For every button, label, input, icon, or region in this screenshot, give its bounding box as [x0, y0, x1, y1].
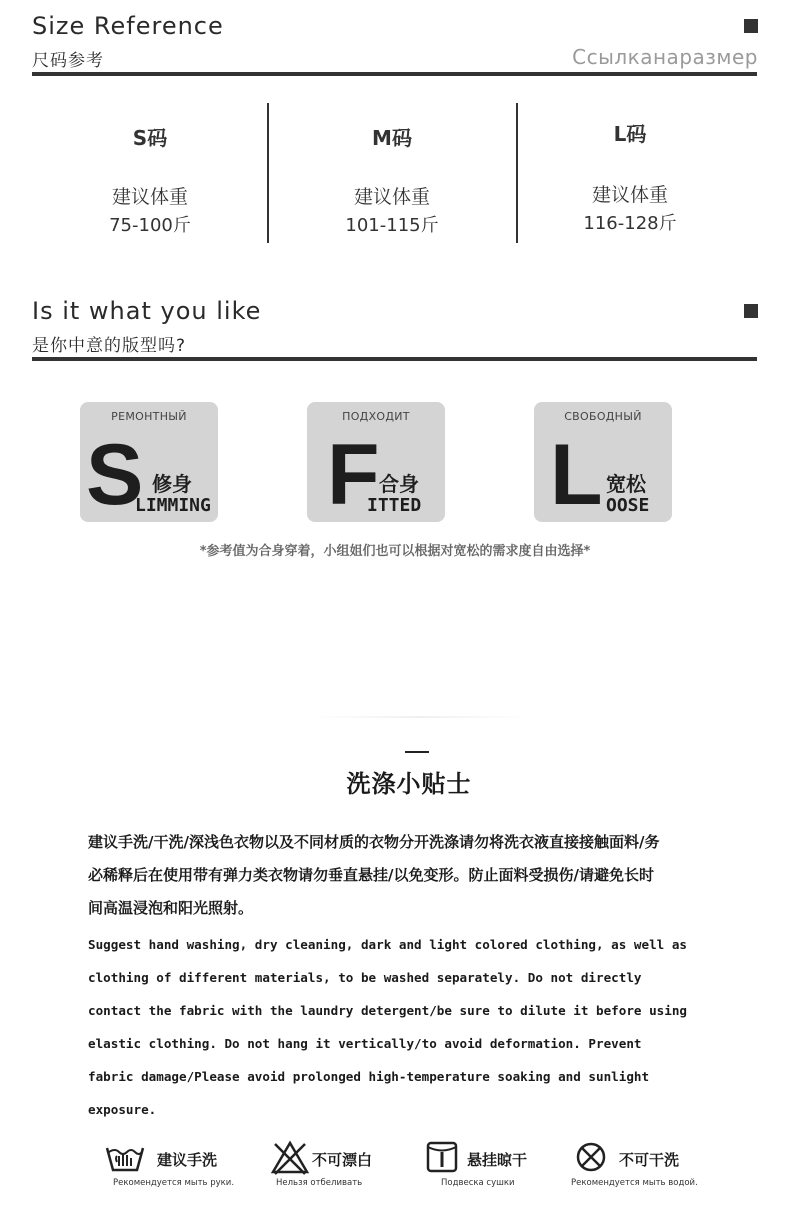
fit-card-ru-label: СВОБОДНЫЙ	[564, 410, 642, 423]
size-weight-range: 101-115斤	[345, 215, 439, 236]
care-item-no-wash	[571, 1140, 731, 1190]
fit-card-en-label: LIMMING	[135, 495, 211, 516]
care-item-label: 建议手洗	[157, 1151, 218, 1169]
size-column-m	[272, 100, 512, 245]
fit-section-title: Is it what you like	[32, 297, 262, 325]
care-text-en-line: exposure.	[88, 1102, 157, 1117]
fit-card-letter: L	[550, 427, 603, 523]
fit-note: *参考值为合身穿着，小组姐们也可以根据对宽松的需求度自由选择*	[199, 544, 591, 559]
fit-card-en-label: ITTED	[367, 495, 422, 516]
care-item-ru-label: Подвеска сушки	[441, 1178, 515, 1188]
fit-card-slimming	[80, 402, 218, 522]
size-label: S码	[132, 126, 168, 150]
care-item-label: 不可漂白	[312, 1151, 373, 1169]
section-divider	[32, 357, 757, 361]
care-text-cn	[88, 826, 708, 925]
care-item-ru-label: Рекомендуется мыть водой.	[571, 1178, 698, 1188]
size-weight-label: 建议体重	[591, 184, 668, 206]
fit-card-cn-label: 合身	[379, 472, 419, 496]
care-text-en-line: contact the fabric with the laundry detergent/be sure to dilute it before using	[88, 1003, 687, 1018]
care-tips-title: 洗涤小贴士	[346, 770, 472, 798]
size-reference-title: Size Reference	[32, 12, 224, 40]
no-bleach-icon	[270, 1140, 310, 1176]
care-text-cn-line: 间高温浸泡和阳光照射。	[88, 899, 254, 917]
size-reference-subtitle-ru: Ссылканаразмер	[572, 45, 758, 69]
fit-card-fitted	[307, 402, 445, 522]
fit-section-subtitle-cn: 是你中意的版型吗?	[32, 336, 187, 356]
size-weight-range: 116-128斤	[583, 213, 677, 234]
title-dash	[405, 751, 429, 753]
section-divider	[32, 72, 757, 76]
fit-card-en-label: OOSE	[606, 495, 650, 516]
fit-card-letter: F	[327, 427, 380, 523]
care-item-label: 悬挂晾干	[467, 1151, 528, 1169]
size-label: M码	[372, 126, 412, 150]
care-item-ru-label: Нельзя отбеливать	[276, 1178, 363, 1188]
care-text-en-line: clothing of different materials, to be washed separately. Do not directly	[88, 970, 642, 985]
fit-card-cn-label: 修身	[152, 472, 192, 496]
size-label: L码	[613, 122, 647, 146]
care-text-cn-line: 必稀释后在使用带有弹力类衣物请勿垂直悬挂/以免变形。防止面料受损伤/请避免长时	[88, 866, 654, 884]
fit-card-ru-label: ПОДХОДИТ	[342, 410, 410, 423]
size-column-s	[30, 100, 270, 245]
size-weight-range: 75-100斤	[109, 215, 191, 236]
fit-card-loose	[534, 402, 672, 522]
hang-dry-icon	[425, 1140, 465, 1176]
fit-card-ru-label: РЕМОНТНЫЙ	[111, 410, 187, 423]
care-item-hand-wash	[105, 1140, 255, 1190]
faint-divider	[310, 716, 530, 718]
care-text-en-line: fabric damage/Please avoid prolonged high-temperature soaking and sunlight	[88, 1069, 650, 1084]
care-item-ru-label: Рекомендуется мыть руки.	[113, 1178, 235, 1188]
care-text-en	[88, 928, 713, 1126]
fit-card-cn-label: 宽松	[606, 472, 646, 496]
size-weight-label: 建议体重	[111, 186, 188, 208]
section-marker-square	[744, 19, 758, 33]
column-divider	[267, 103, 269, 243]
care-item-no-bleach	[270, 1140, 420, 1190]
section-marker-square	[744, 304, 758, 318]
fit-card-letter: S	[86, 427, 144, 523]
care-text-en-line: elastic clothing. Do not hang it vertically/to avoid deformation. Prevent	[88, 1036, 642, 1051]
care-item-hang-dry	[425, 1140, 575, 1190]
no-wash-icon	[571, 1140, 611, 1176]
size-reference-subtitle-cn: 尺码参考	[32, 51, 104, 71]
size-weight-label: 建议体重	[353, 186, 430, 208]
care-text-en-line: Suggest hand washing, dry cleaning, dark and light colored clothing, as well as	[88, 937, 687, 952]
hand-wash-icon	[105, 1140, 145, 1176]
care-item-label: 不可干洗	[619, 1151, 680, 1169]
care-text-cn-line: 建议手洗/干洗/深浅色衣物以及不同材质的衣物分开洗涤请勿将洗衣液直接接触面料/务	[88, 833, 660, 851]
size-column-l	[510, 100, 750, 245]
